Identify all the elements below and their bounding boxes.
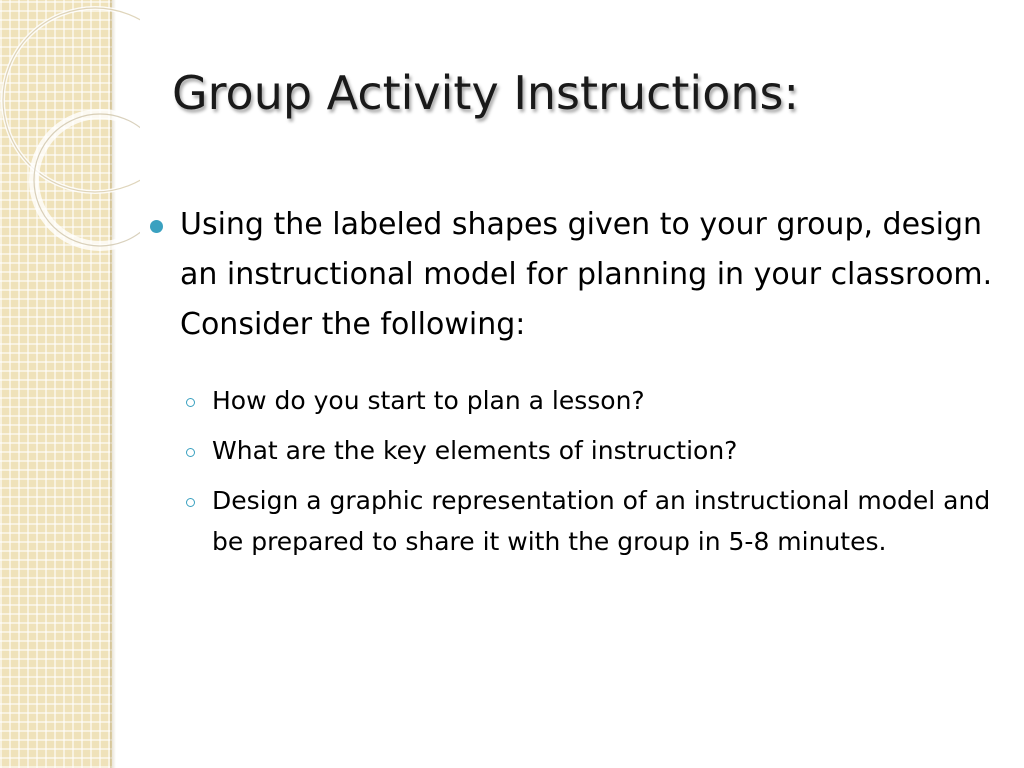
decorative-rings-icon — [0, 0, 140, 260]
slide-title: Group Activity Instructions: — [172, 66, 799, 120]
sub-bullet-text: How do you start to plan a lesson? — [212, 386, 645, 415]
main-bullet — [146, 200, 1016, 350]
ring-bullet-icon — [186, 448, 195, 457]
sub-bullet — [186, 430, 1016, 471]
ring-bullet-icon — [186, 398, 195, 407]
sub-bullet-list — [146, 380, 1016, 562]
ring-bullet-icon — [186, 498, 195, 507]
sub-bullet-text: What are the key elements of instruction? — [212, 436, 738, 465]
slide-body — [146, 200, 1016, 571]
bullet-dot-icon — [150, 220, 163, 233]
sub-bullet-text: Design a graphic representation of an instructional model and be prepared to share it with the group in 5-8 minutes. — [212, 486, 991, 556]
sub-bullet — [186, 380, 1016, 421]
sub-bullet — [186, 480, 1016, 562]
main-bullet-text: Using the labeled shapes given to your group, design an instructional model for planning in your classroom. Consider the following: — [180, 207, 993, 342]
